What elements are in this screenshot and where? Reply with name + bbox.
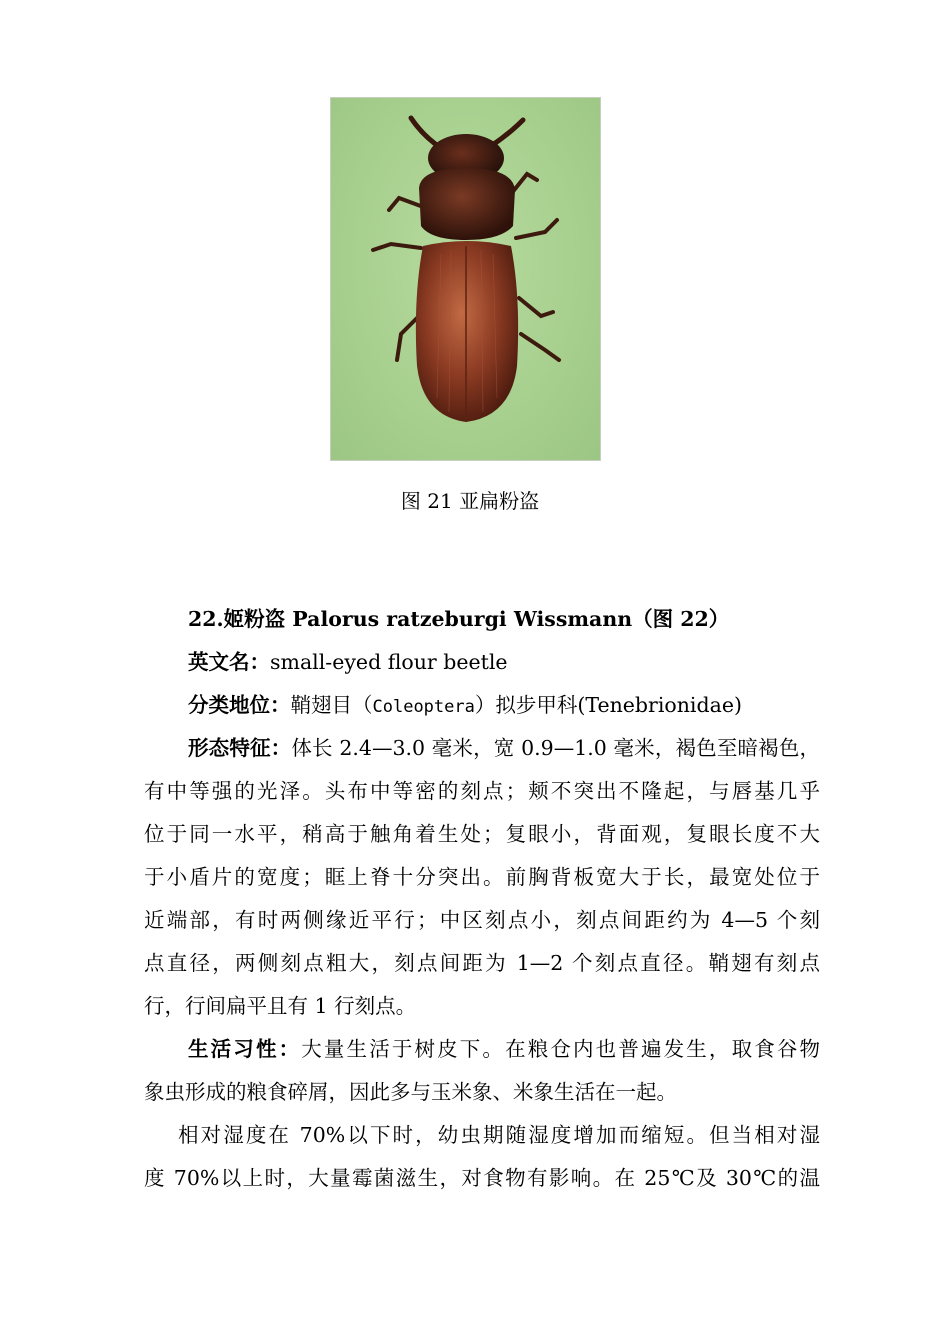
morphology-line-2: 有中等强的光泽。头布中等密的刻点；颊不突出不隆起，与唇基几乎 xyxy=(144,779,820,803)
morphology-line-4: 于小盾片的宽度；眶上脊十分突出。前胸背板宽大于长，最宽处位于 xyxy=(144,865,820,889)
habits-line-1: 生活习性：大量生活于树皮下。在粮仓内也普遍发生，取食谷物 xyxy=(188,1037,821,1061)
english-name-value: small-eyed flour beetle xyxy=(270,650,508,674)
classification-label: 分类地位： xyxy=(188,693,291,717)
section-heading: 22.姬粉盗 Palorus ratzeburgi Wissmann（图 22） xyxy=(188,607,730,631)
classification-line: 分类地位：鞘翅目（Coleoptera）拟步甲科(Tenebrionidae) xyxy=(188,693,742,717)
morphology-line-3: 位于同一水平，稍高于触角着生处；复眼小，背面观，复眼长度不大 xyxy=(144,822,820,846)
beetle-elytra xyxy=(416,241,518,422)
morphology-line-1: 形态特征：体长 2.4—3.0 毫米，宽 0.9—1.0 毫米，褐色至暗褐色， xyxy=(188,736,820,760)
habits-line-2: 象虫形成的粮食碎屑，因此多与玉米象、米象生活在一起。 xyxy=(144,1080,677,1104)
humidity-line-1: 相对湿度在 70%以下时，幼虫期随湿度增加而缩短。但当相对湿 xyxy=(178,1123,820,1147)
order-latin: Coleoptera xyxy=(372,697,475,717)
beetle-illustration xyxy=(331,98,600,460)
humidity-line-2: 度 70%以上时，大量霉菌滋生，对食物有影响。在 25℃及 30℃的温 xyxy=(144,1166,820,1190)
beetle-thorax xyxy=(419,168,515,240)
figure-21-photo xyxy=(330,97,601,461)
morphology-line-5: 近端部，有时两侧缘近平行；中区刻点小，刻点间距约为 4—5 个刻 xyxy=(144,908,820,932)
morphology-line-7: 行，行间扁平且有 1 行刻点。 xyxy=(144,994,417,1018)
section-body xyxy=(144,598,820,1200)
figure-caption: 图 21 亚扁粉盗 xyxy=(400,489,540,513)
habits-label: 生活习性： xyxy=(188,1037,302,1061)
morphology-label: 形态特征： xyxy=(188,736,292,760)
english-name-line xyxy=(144,641,820,684)
english-name-label: 英文名： xyxy=(188,650,270,674)
antenna-right xyxy=(491,120,523,146)
morphology-line-6: 点直径，两侧刻点粗大，刻点间距为 1—2 个刻点直径。鞘翅有刻点 xyxy=(144,951,820,975)
